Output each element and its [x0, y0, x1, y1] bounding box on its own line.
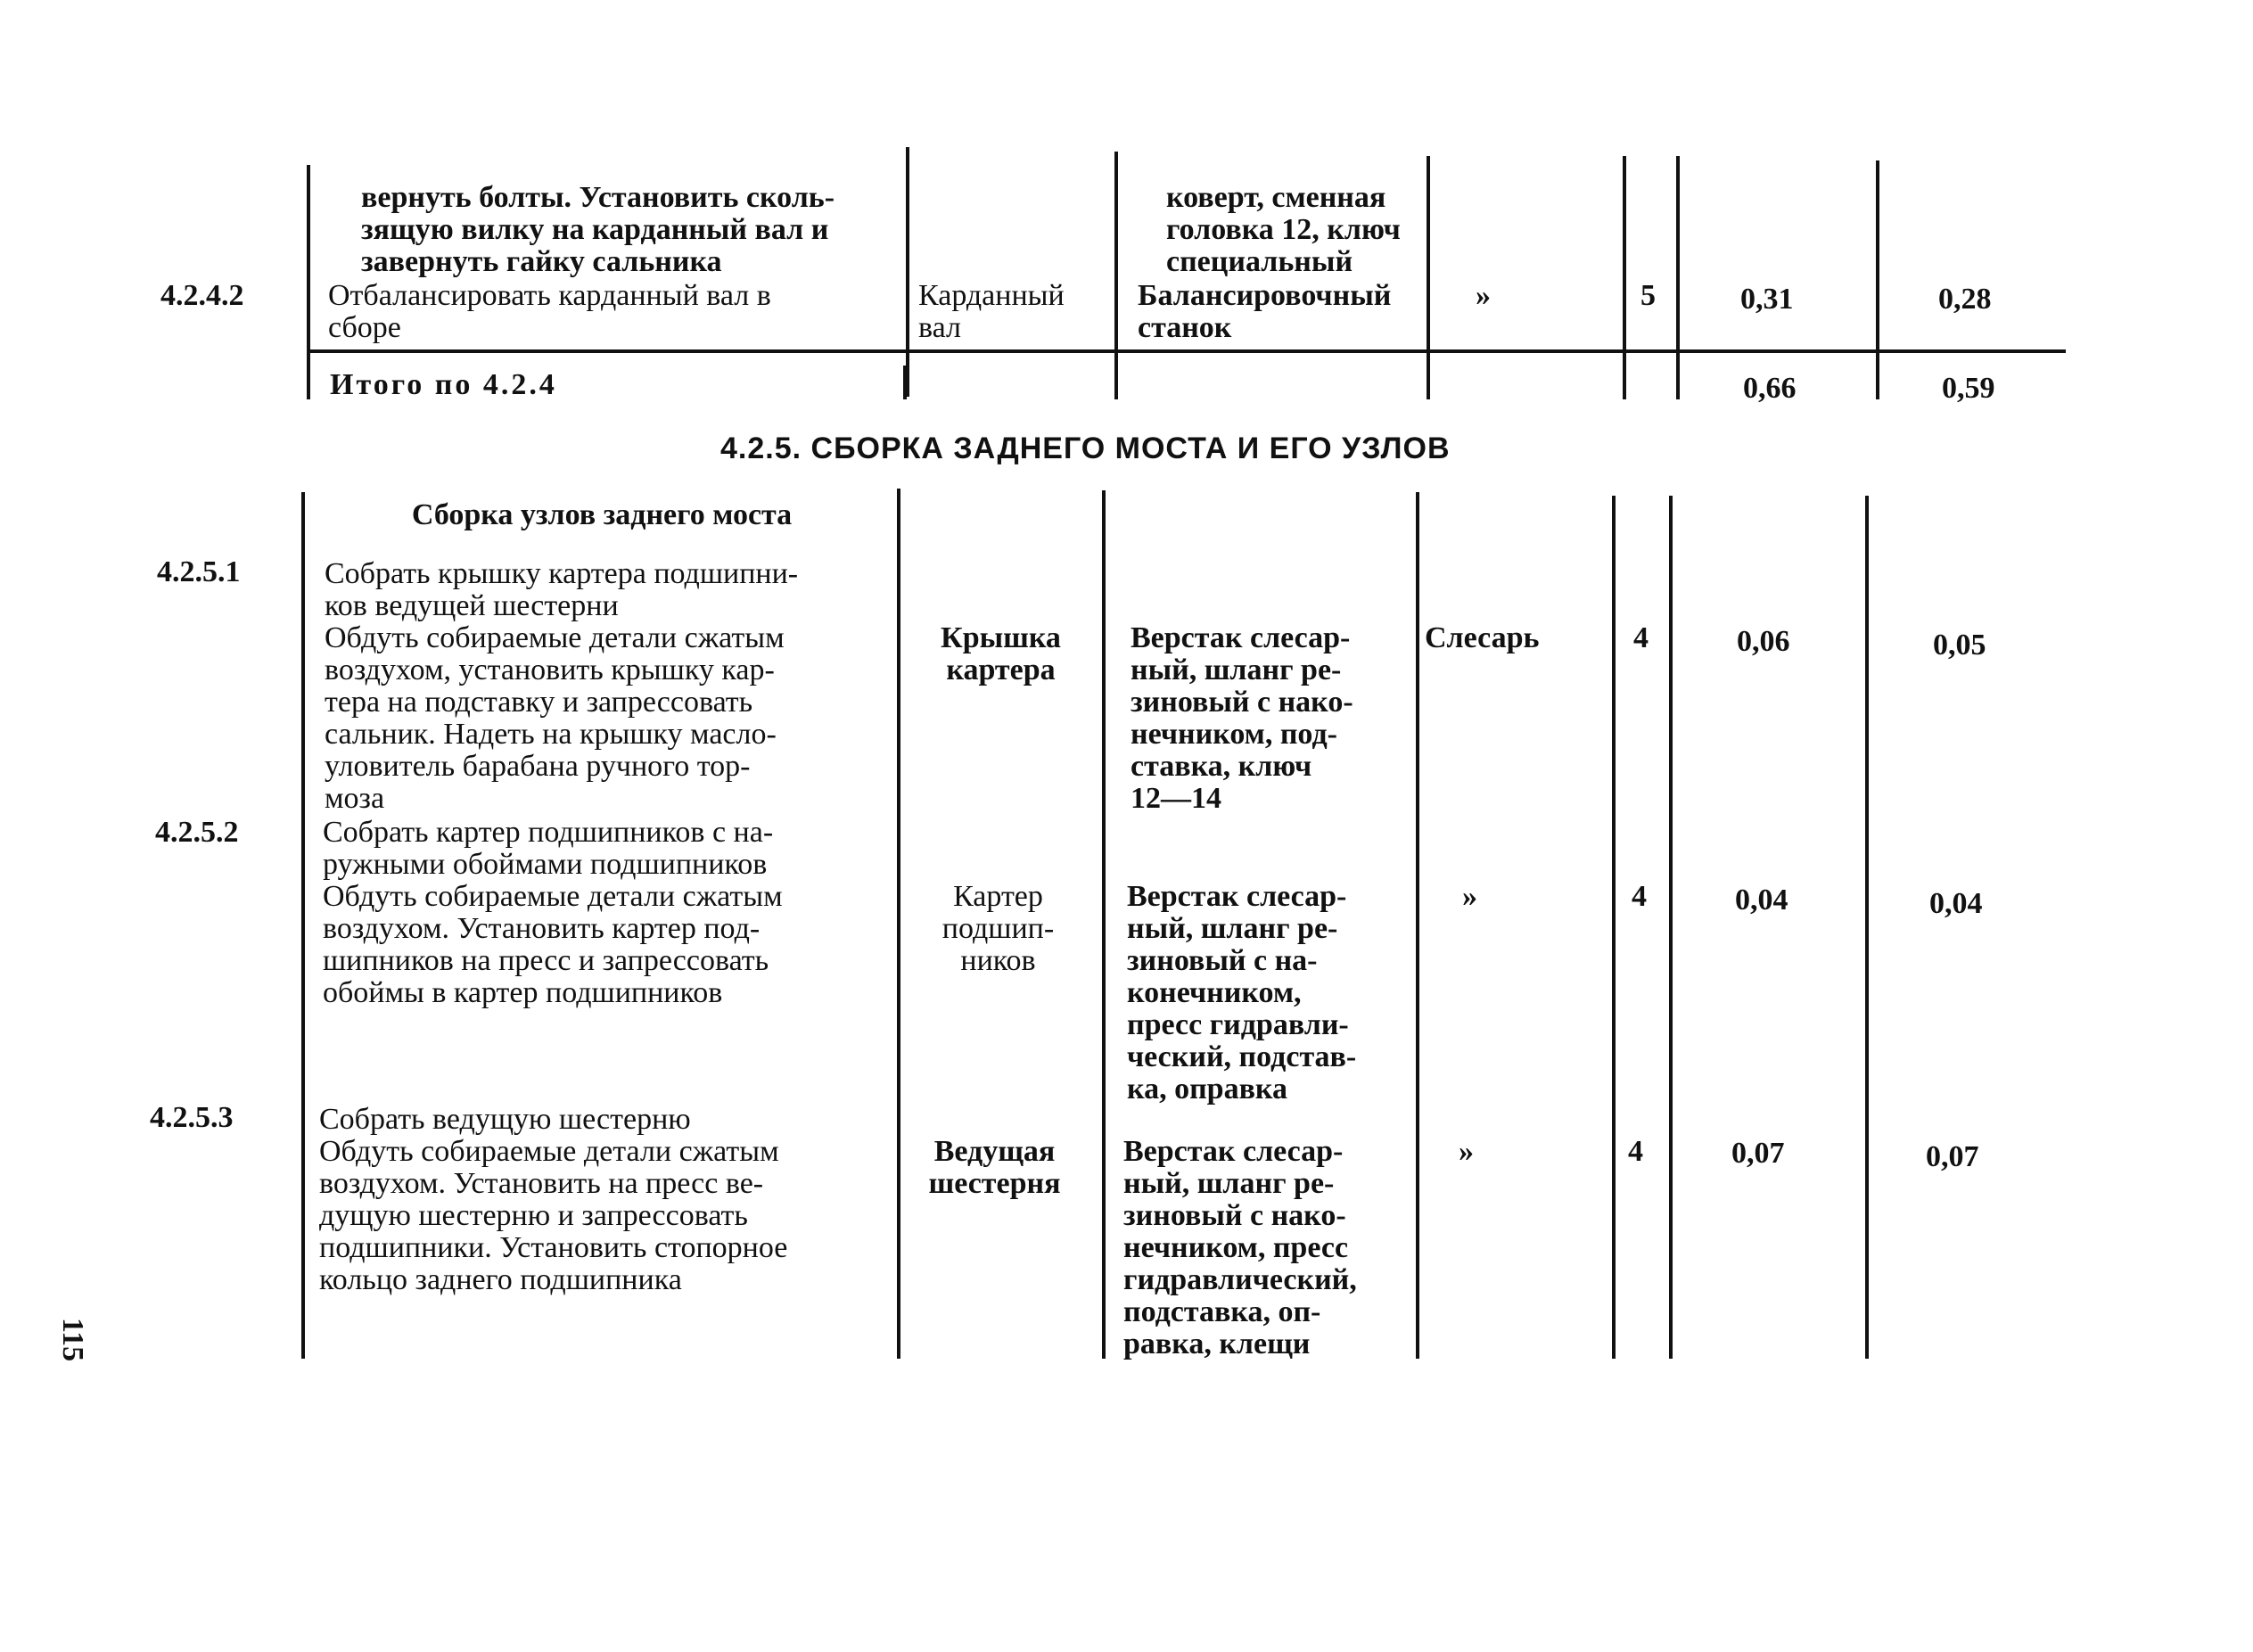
rule-col2 [897, 489, 900, 1359]
rule-col6-top [1676, 156, 1680, 397]
rule-col3-top [1114, 152, 1118, 397]
rule-col4 [1416, 492, 1419, 1359]
row-title: Собрать картер подшипников с на- ружными обоймами подшипников [323, 816, 774, 881]
rule-total-separator [307, 349, 2066, 353]
row-time-2: 0,07 [1926, 1140, 1979, 1173]
total-label: Итого по 4.2.4 [330, 368, 557, 401]
rule-col1-top [307, 165, 310, 397]
row-part: Крышка картера [941, 621, 1061, 686]
row-number: 4.2.5.1 [157, 555, 241, 588]
continued-equipment-text: коверт, сменная головка 12, ключ специальный [1166, 181, 1401, 278]
page-number: 115 [56, 1318, 89, 1362]
row-equipment: Верстак слесар- ный, шланг ре- зиновый с нако- нечником, пресс гидравлический, подставка, оп- равка, клещи [1123, 1135, 1357, 1360]
row-number: 4.2.5.2 [155, 816, 239, 849]
row-title: Собрать крышку картера подшипни- ков ведущей шестерни [325, 557, 799, 622]
row-time-1: 0,04 [1735, 884, 1788, 916]
row-text: Обдуть собираемые детали сжатым воздухом, установить крышку кар- тера на подставку и запрессовать сальник. Надеть на крышку масло- уловитель барабана ручного тор- моза [325, 621, 785, 815]
row-time-2: 0,04 [1929, 887, 1983, 920]
rule-total-col4 [1427, 366, 1430, 399]
total-time-1: 0,66 [1743, 372, 1797, 405]
row-worker: » [1462, 880, 1477, 913]
row-time-1: 0,06 [1737, 625, 1790, 658]
row-text: Обдуть собираемые детали сжатым воздухом. Установить картер под- шипников на пресс и запрессовать обоймы в картер подшипников [323, 880, 783, 1009]
row-equipment: Верстак слесар- ный, шланг ре- зиновый с нако- нечником, под- ставка, ключ 12—14 [1131, 621, 1353, 815]
row-equipment: Верстак слесар- ный, шланг ре- зиновый с на- конечником, пресс гидравли- ческий, подстав- ка, оправка [1127, 880, 1357, 1105]
row-4242-worker: » [1476, 279, 1491, 312]
rule-total-col1 [307, 366, 310, 399]
row-time-1: 0,07 [1731, 1137, 1785, 1170]
rule-col2-top [906, 147, 909, 397]
rule-col5-top [1623, 156, 1626, 397]
rule-col4-top [1427, 156, 1430, 397]
row-grade: 4 [1633, 621, 1649, 654]
row-text: Обдуть собираемые детали сжатым воздухом. Установить на пресс ве- дущую шестерню и запрессовать подшипники. Установить стопорное кольцо заднего подшипника [319, 1135, 788, 1296]
rule-total-col2 [903, 366, 907, 399]
rule-col6 [1669, 496, 1673, 1359]
row-4242-grade: 5 [1640, 279, 1656, 312]
subheading: Сборка узлов заднего моста [411, 498, 793, 531]
rule-col7 [1865, 496, 1869, 1359]
row-4242-part: Карданный вал [918, 279, 1065, 344]
row-grade: 4 [1628, 1135, 1643, 1168]
rule-col7-top [1876, 160, 1879, 397]
rule-col1 [301, 492, 305, 1359]
rule-total-col7 [1876, 366, 1879, 399]
rule-total-col6 [1676, 366, 1680, 399]
row-number-4242: 4.2.4.2 [160, 279, 244, 312]
row-worker: Слесарь [1425, 621, 1540, 654]
rule-col3 [1102, 490, 1106, 1359]
continued-step-text: вернуть болты. Установить сколь- зящую вилку на карданный вал и завернуть гайку сальника [361, 181, 835, 278]
row-part: Картер подшип- ников [941, 880, 1055, 977]
row-part: Ведущая шестерня [928, 1135, 1061, 1200]
rule-total-col3 [1114, 366, 1118, 399]
row-title: Собрать ведущую шестерню [319, 1103, 691, 1136]
row-4242-text: Отбалансировать карданный вал в сборе [328, 279, 771, 344]
row-grade: 4 [1632, 880, 1647, 913]
row-worker: » [1459, 1135, 1474, 1168]
row-4242-time-2: 0,28 [1938, 283, 1992, 316]
row-time-2: 0,05 [1933, 629, 1986, 662]
row-4242-equipment: Балансировочный станок [1138, 279, 1392, 344]
total-time-2: 0,59 [1942, 372, 1995, 405]
rule-total-col5 [1623, 366, 1626, 399]
row-number: 4.2.5.3 [150, 1101, 234, 1134]
section-title: 4.2.5. СБОРКА ЗАДНЕГО МОСТА И ЕГО УЗЛОВ [720, 431, 1451, 465]
rule-col5 [1612, 496, 1616, 1359]
row-4242-time-1: 0,31 [1740, 283, 1794, 316]
